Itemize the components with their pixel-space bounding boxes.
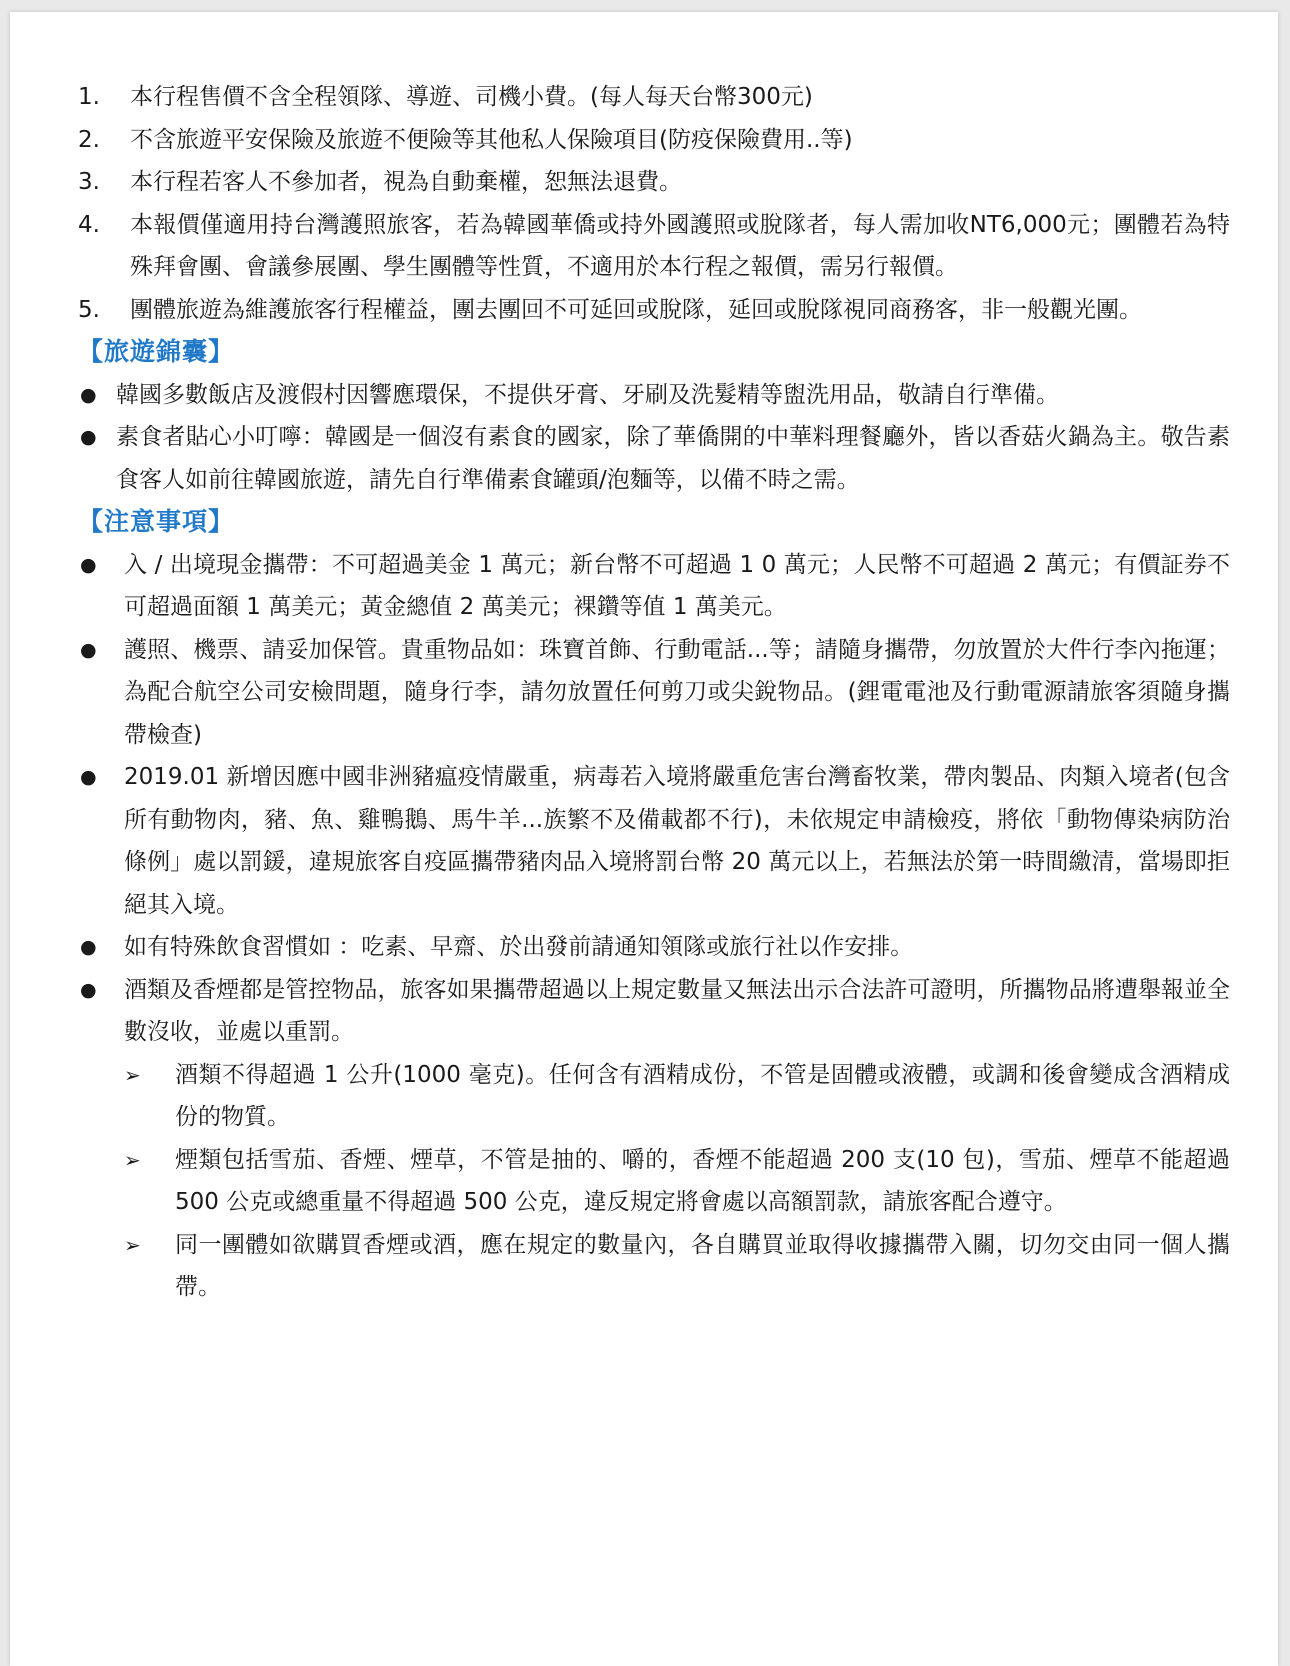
section-heading-travel-tips: 【旅遊錦囊】 bbox=[78, 337, 235, 366]
bullet-icon: ● bbox=[80, 553, 97, 576]
item-text: 不含旅遊平安保險及旅遊不便險等其他私人保險項目(防疫保險費用..等) bbox=[130, 126, 853, 153]
item-text: 酒類不得超過 1 公升(1000 毫克)。任何含有酒精成份，不管是固體或液體，或調和後會變成含酒精成份的物質。 bbox=[175, 1061, 1230, 1130]
bullet-icon: ● bbox=[80, 766, 97, 788]
bullet-item bbox=[70, 756, 1230, 926]
arrow-bullet-icon: ➢ bbox=[124, 1062, 141, 1087]
bullet-item bbox=[70, 969, 1230, 1054]
sub-bullet-item bbox=[70, 1054, 1230, 1139]
bullet-item bbox=[70, 544, 1230, 629]
item-number: 4. bbox=[78, 211, 100, 238]
item-number: 1. bbox=[78, 84, 100, 110]
item-number: 3. bbox=[78, 169, 100, 195]
document-content bbox=[70, 76, 1230, 1309]
arrow-bullet-icon: ➢ bbox=[124, 1232, 141, 1257]
bullet-icon: ● bbox=[80, 978, 97, 1001]
item-text: 護照、機票、請妥加保管。貴重物品如：珠寶首飾、行動電話...等；請隨身攜帶，勿放置於大件行李內拖運；為配合航空公司安檢問題，隨身行李，請勿放置任何剪刀或尖銳物品。(鋰電電池及行動電源請旅客須隨身攜帶檢查) bbox=[124, 636, 1230, 748]
item-text: 團體旅遊為維護旅客行程權益，團去團回不可延回或脫隊，延回或脫隊視同商務客，非一般觀光團。 bbox=[130, 296, 1142, 323]
item-text: 同一團體如欲購買香煙或酒，應在規定的數量內，各自購買並取得收據攜帶入關，切勿交由同一個人攜帶。 bbox=[175, 1231, 1230, 1300]
item-text: 本行程售價不含全程領隊、導遊、司機小費。(每人每天台幣300元) bbox=[130, 84, 813, 110]
bullet-icon: ● bbox=[80, 638, 97, 661]
arrow-bullet-icon: ➢ bbox=[124, 1147, 141, 1172]
numbered-item bbox=[70, 76, 1230, 119]
item-text: 2019.01 新增因應中國非洲豬瘟疫情嚴重，病毒若入境將嚴重危害台灣畜牧業，帶肉製品、肉類入境者(包含所有動物肉，豬、魚、雞鴨鵝、馬牛羊...族繁不及備載都不行)，未依規定申請檢疫，將依「動物傳染病防治條例」處以罰鍰，違規旅客自疫區攜帶豬肉品入境將罰台幣 20 萬元以上，若無法於第一時間繳清，當場即拒絕其入境。 bbox=[124, 764, 1230, 918]
item-number: 5. bbox=[78, 296, 100, 323]
bullet-icon: ● bbox=[80, 383, 97, 406]
item-text: 韓國多數飯店及渡假村因響應環保，不提供牙膏、牙刷及洗髮精等盥洗用品，敬請自行準備。 bbox=[116, 381, 1059, 408]
item-text: 煙類包括雪茄、香煙、煙草，不管是抽的、嚼的，香煙不能超過 200 支(10 包)，雪茄、煙草不能超過500 公克或總重量不得超過 500 公克，違反規定將會處以高額罰款，請旅客配合遵守。 bbox=[175, 1146, 1230, 1215]
document-page bbox=[10, 12, 1278, 1666]
item-text: 如有特殊飲食習慣如 ：吃素、早齋、於出發前請通知領隊或旅行社以作安排。 bbox=[124, 934, 914, 960]
bullet-icon: ● bbox=[80, 936, 97, 958]
numbered-item bbox=[70, 161, 1230, 204]
item-text: 酒類及香煙都是管控物品，旅客如果攜帶超過以上規定數量又無法出示合法許可證明，所攜物品將遭舉報並全數沒收，並處以重罰。 bbox=[124, 976, 1230, 1045]
bullet-item bbox=[70, 926, 1230, 969]
bullet-icon: ● bbox=[80, 426, 97, 448]
item-text: 素食者貼心小叮嚀：韓國是一個沒有素食的國家，除了華僑開的中華料理餐廳外，皆以香菇火鍋為主。敬告素食客人如前往韓國旅遊，請先自行準備素食罐頭/泡麵等，以備不時之需。 bbox=[116, 424, 1230, 493]
item-number: 2. bbox=[78, 126, 100, 153]
bullet-item bbox=[70, 629, 1230, 757]
section-heading-notes: 【注意事項】 bbox=[78, 507, 235, 536]
numbered-item bbox=[70, 289, 1230, 332]
numbered-item bbox=[70, 119, 1230, 162]
sub-bullet-item bbox=[70, 1139, 1230, 1224]
numbered-item bbox=[70, 204, 1230, 289]
bullet-item bbox=[70, 416, 1230, 501]
bullet-item bbox=[70, 374, 1230, 417]
item-text: 本行程若客人不參加者，視為自動棄權，恕無法退費。 bbox=[130, 169, 682, 195]
item-text: 本報價僅適用持台灣護照旅客，若為韓國華僑或持外國護照或脫隊者，每人需加收NT6,000元；團體若為特殊拜會團、會議參展團、學生團體等性質，不適用於本行程之報價，需另行報價。 bbox=[130, 211, 1230, 280]
sub-bullet-item bbox=[70, 1224, 1230, 1309]
item-text: 入 / 出境現金攜帶：不可超過美金 1 萬元；新台幣不可超過 1 0 萬元；人民幣不可超過 2 萬元；有價証券不可超過面額 1 萬美元；黃金總值 2 萬美元；裸鑽等值 1 萬美元。 bbox=[124, 551, 1230, 620]
